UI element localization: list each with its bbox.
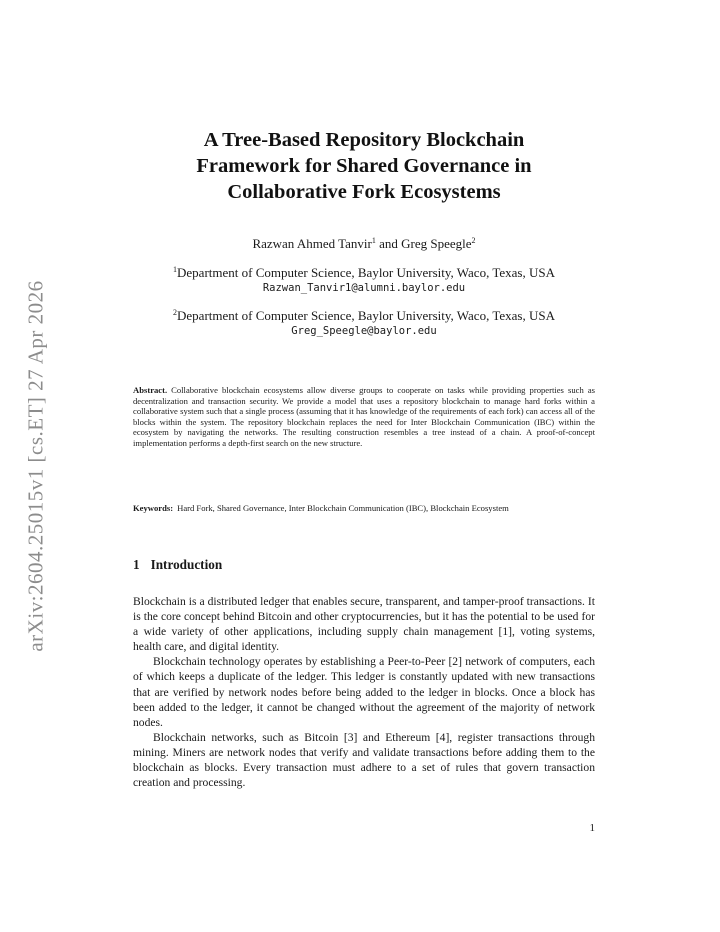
affiliation-text: Department of Computer Science, Baylor University, Waco, Texas, USA (177, 308, 555, 323)
page-number: 1 (589, 822, 595, 834)
abstract-label: Abstract. (133, 385, 168, 395)
affiliation-mark: 2 (173, 308, 178, 317)
author-name: Razwan Ahmed Tanvir (252, 236, 372, 251)
author-email: Greg_Speegle@baylor.edu (291, 325, 437, 337)
abstract (133, 385, 595, 448)
affiliation-text: Department of Computer Science, Baylor University, Waco, Texas, USA (177, 265, 555, 280)
keywords-text: Hard Fork, Shared Governance, Inter Blockchain Communication (IBC), Blockchain Ecosystem (177, 503, 509, 513)
keywords-label: Keywords: (133, 503, 174, 513)
body-text (133, 594, 595, 790)
paper-title (132, 127, 596, 205)
affiliation-mark: 1 (371, 236, 376, 245)
affiliation-mark: 1 (173, 265, 178, 274)
paragraph: Blockchain is a distributed ledger that enables secure, transparent, and tamper-proof transactions. It is the core concept behind Bitcoin and other cryptocurrencies, but it has the potential to be used for a wide variety of other applications, including supply chain management [1], voting systems, health care, and digital identity. (133, 595, 595, 654)
section-heading (133, 557, 222, 573)
arxiv-identifier-text: arXiv:2604.25015v1 [cs.ET] 27 Apr 2026 (23, 280, 48, 652)
keywords (133, 503, 595, 514)
section-title: Introduction (150, 557, 223, 572)
paragraph: Blockchain networks, such as Bitcoin [3] and Ethereum [4], register transactions through mining. Miners are network nodes that verify and validate transactions before adding them to the blockchain as blocks. Every transaction must adhere to a set of rules that govern transaction creation and processing. (133, 730, 595, 790)
affiliation-block (120, 308, 608, 339)
author-name: Greg Speegle (401, 236, 472, 251)
affiliation-block (120, 265, 608, 296)
affiliation-mark: 2 (471, 236, 476, 245)
section-number: 1 (133, 557, 140, 572)
author-list (132, 236, 596, 252)
title-line: A Tree-Based Repository Blockchain (203, 129, 525, 151)
abstract-text: Collaborative blockchain ecosystems allow diverse groups to cooperate on tasks while providing properties such as decentralization and transaction security. We provide a model that uses a repository blockchain to manage hard forks within a collaborative system such that a single process (assuming that it has knowledge of the requirements of each fork) can access all of the blocks within the system. The repository blockchain replaces the need for Inter Blockchain Communication (IBC) within the ecosystem by navigating the networks. The resulting construction resembles a tree instead of a chain. A proof-of-concept implementation performs a depth-first search on the new structure. (133, 385, 595, 448)
author-conjunction: and (375, 236, 402, 251)
author-email: Razwan_Tanvir1@alumni.baylor.edu (262, 282, 466, 294)
title-line: Collaborative Fork Ecosystems (227, 181, 501, 203)
paragraph: Blockchain technology operates by establishing a Peer-to-Peer [2] network of computers, each of which keeps a duplicate of the ledger. This ledger is constantly updated with new transactions that are verified by network nodes before being added to the ledger in blocks. Once a block has been added to the ledger, it cannot be changed without the agreement of the majority of network nodes. (133, 655, 595, 729)
title-line: Framework for Shared Governance in (196, 155, 532, 177)
